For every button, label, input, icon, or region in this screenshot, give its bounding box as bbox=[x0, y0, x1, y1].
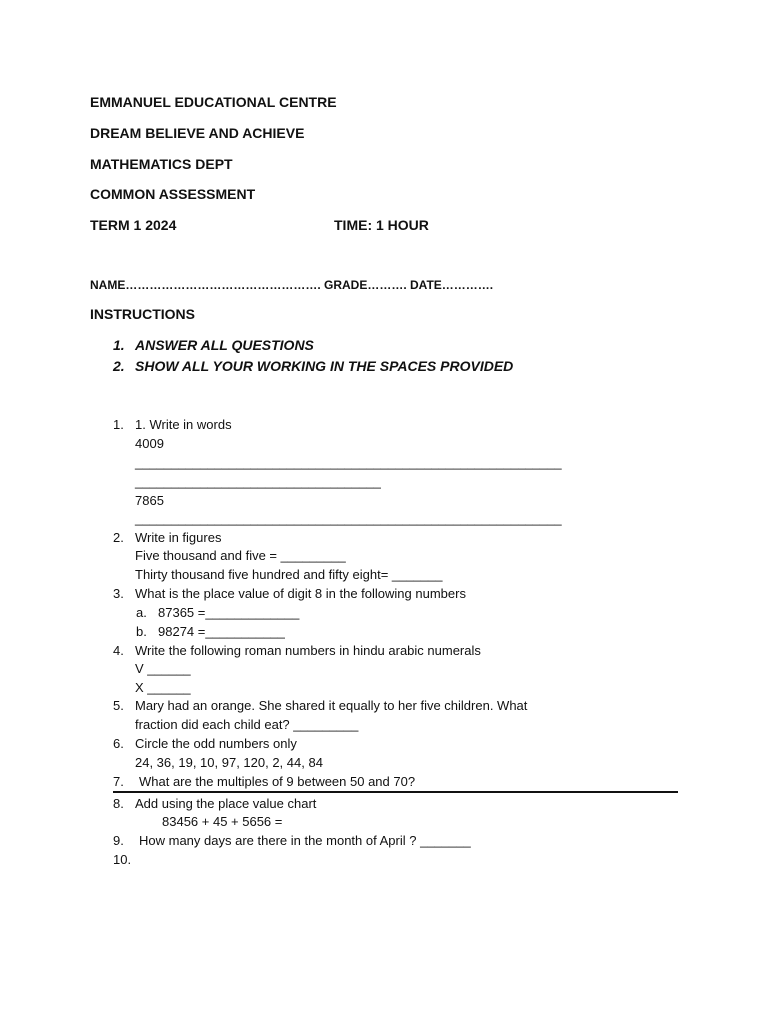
question-prompt: Thirty thousand five hundred and fifty eight= _______ bbox=[135, 567, 443, 582]
question-prompt: Five thousand and five = _________ bbox=[135, 548, 346, 563]
school-name: EMMANUEL EDUCATIONAL CENTRE bbox=[90, 94, 337, 110]
answer-line[interactable]: ___________________________________________________________ bbox=[135, 455, 562, 470]
question-text: fraction did each child eat? _________ bbox=[135, 717, 359, 732]
question-number: 7. bbox=[113, 774, 124, 789]
question-number: 4. bbox=[113, 643, 124, 658]
question-prompt: 87365 =_____________ bbox=[158, 605, 300, 620]
question-number: 9. bbox=[113, 833, 124, 848]
question-number: 10. bbox=[113, 852, 132, 867]
question-text: What are the multiples of 9 between 50 and 70? bbox=[139, 774, 416, 789]
instruction-item: ANSWER ALL QUESTIONS bbox=[135, 337, 314, 353]
answer-line[interactable]: ___________________________________________________________ bbox=[135, 511, 562, 526]
question-text: Mary had an orange. She shared it equally to her five children. What bbox=[135, 698, 528, 713]
time-label: TIME: 1 HOUR bbox=[334, 217, 429, 233]
question-prompt: 83456 + 45 + 5656 = bbox=[162, 814, 283, 829]
question-number: 5. bbox=[113, 698, 124, 713]
answer-line[interactable]: __________________________________ bbox=[135, 474, 381, 489]
question-prompt: V ______ bbox=[135, 661, 191, 676]
school-motto: DREAM BELIEVE AND ACHIEVE bbox=[90, 125, 305, 141]
question-prompt: 7865 bbox=[135, 493, 164, 508]
question-number: 6. bbox=[113, 736, 124, 751]
question-text: Write the following roman numbers in hindu arabic numerals bbox=[135, 643, 481, 658]
instructions-heading: INSTRUCTIONS bbox=[90, 306, 195, 322]
question-prompt: X ______ bbox=[135, 680, 191, 695]
question-prompt: 24, 36, 19, 10, 97, 120, 2, 44, 84 bbox=[135, 755, 323, 770]
sub-item-label: b. bbox=[136, 624, 147, 639]
instruction-number: 1. bbox=[113, 337, 125, 353]
question-prompt: 98274 =___________ bbox=[158, 624, 285, 639]
question-text: Write in figures bbox=[135, 530, 222, 545]
sub-item-label: a. bbox=[136, 605, 147, 620]
student-details-line: NAME…………………………………………. GRADE………. DATE…………. bbox=[90, 278, 494, 292]
instruction-item: SHOW ALL YOUR WORKING IN THE SPACES PROVIDED bbox=[135, 358, 514, 374]
assessment-title: COMMON ASSESSMENT bbox=[90, 186, 256, 202]
question-text: Circle the odd numbers only bbox=[135, 736, 297, 751]
question-number: 2. bbox=[113, 530, 124, 545]
question-number: 1. bbox=[113, 417, 124, 432]
department: MATHEMATICS DEPT bbox=[90, 156, 233, 172]
question-text: Add using the place value chart bbox=[135, 796, 317, 811]
question-prompt: 4009 bbox=[135, 436, 164, 451]
horizontal-rule bbox=[113, 791, 678, 793]
question-text: What is the place value of digit 8 in the following numbers bbox=[135, 586, 466, 601]
question-number: 8. bbox=[113, 796, 124, 811]
term-label: TERM 1 2024 bbox=[90, 217, 177, 233]
question-number: 3. bbox=[113, 586, 124, 601]
question-text: How many days are there in the month of April ? _______ bbox=[139, 833, 471, 848]
instruction-number: 2. bbox=[113, 358, 125, 374]
question-text: 1. Write in words bbox=[135, 417, 232, 432]
